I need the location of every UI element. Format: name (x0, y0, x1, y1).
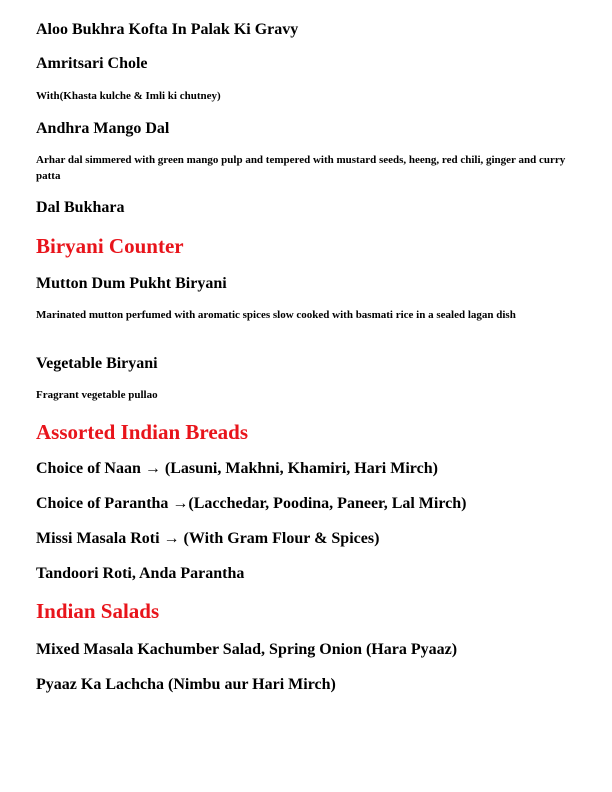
item-andhra-mango-dal-description: Arhar dal simmered with green mango pulp and tempered with mustard seeds, heeng, red chili, ginger and curry patta (36, 154, 566, 182)
section-heading-assorted-indian-breads: Assorted Indian Breads (36, 420, 248, 444)
item-amritsari-chole: Amritsari Chole (36, 55, 148, 72)
item-mutton-dum-pukht-biryani: Mutton Dum Pukht Biryani (36, 275, 227, 292)
item-vegetable-biryani: Vegetable Biryani (36, 355, 158, 372)
item-andhra-mango-dal: Andhra Mango Dal (36, 120, 170, 137)
section-heading-biryani-counter: Biryani Counter (36, 234, 184, 258)
item-vegetable-biryani-description: Fragrant vegetable pullao (36, 389, 158, 401)
item-aloo-bukhra-kofta: Aloo Bukhra Kofta In Palak Ki Gravy (36, 21, 299, 38)
item-tandoori-roti: Tandoori Roti, Anda Parantha (36, 565, 245, 582)
item-missi-masala-roti: Missi Masala Roti → (With Gram Flour & Spices) (36, 530, 380, 547)
item-mutton-biryani-description: Marinated mutton perfumed with aromatic spices slow cooked with basmati rice in a sealed lagan dish (36, 309, 516, 321)
item-choice-of-naan: Choice of Naan → (Lasuni, Makhni, Khamiri, Hari Mirch) (36, 460, 438, 477)
item-amritsari-chole-description: With(Khasta kulche & Imli ki chutney) (36, 90, 221, 102)
item-dal-bukhara: Dal Bukhara (36, 199, 125, 216)
item-mixed-masala-kachumber: Mixed Masala Kachumber Salad, Spring Onion (Hara Pyaaz) (36, 641, 458, 658)
item-pyaaz-ka-lachcha: Pyaaz Ka Lachcha (Nimbu aur Hari Mirch) (36, 676, 336, 693)
item-choice-of-parantha: Choice of Parantha →(Lacchedar, Poodina, Paneer, Lal Mirch) (36, 495, 467, 512)
section-heading-indian-salads: Indian Salads (36, 599, 160, 623)
